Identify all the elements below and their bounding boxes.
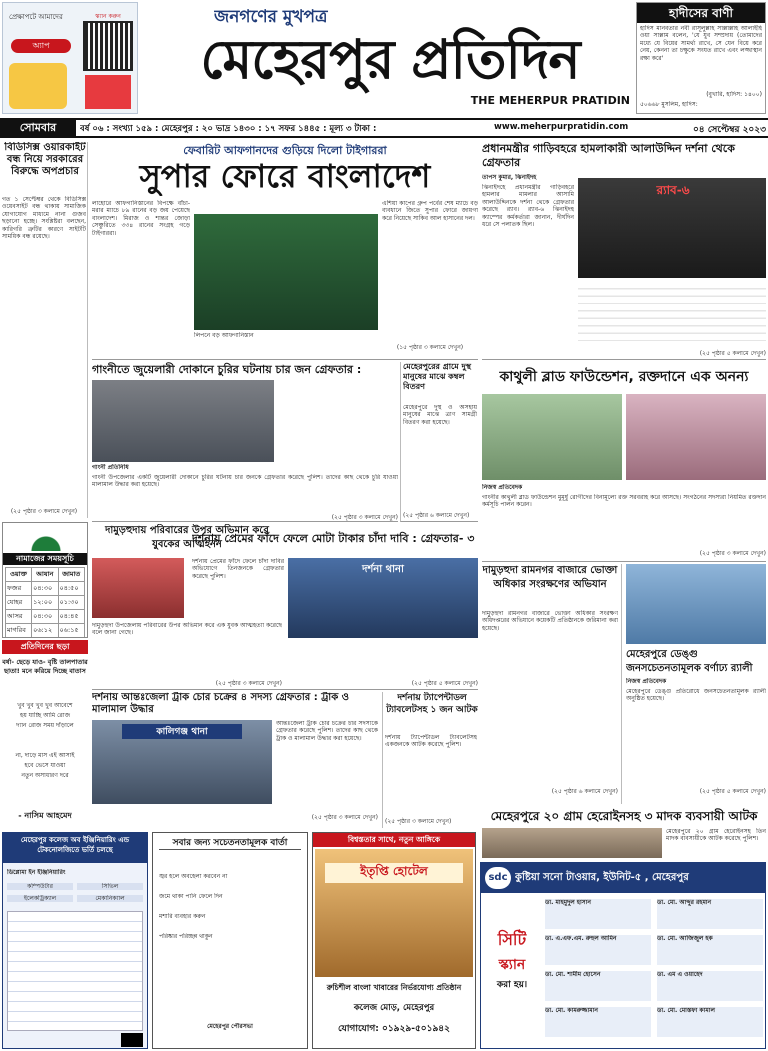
prayer-jamat: ০৬:১৫ xyxy=(58,624,84,638)
prayer-row xyxy=(6,638,85,639)
story-pm-headline[interactable]: প্রধানমন্ত্রীর গাড়িবহরে হামলাকারী আলাউদ্দিন দর্শনা থেকে গ্রেফতার xyxy=(482,142,735,169)
ad1-line-1: ডিপ্লোমা ইন ইঞ্জিনিয়ারিং xyxy=(7,869,66,876)
story-cricket-body1: লাহোরে আফগানিস্তানের বিপক্ষে বাঁচা-মরার ম্যাচে ৮৯ রানের বড় জয় পেয়েছে বাংলাদেশ। মিরাজ ও শান্তর জোড়া সেঞ্চুরিতে ৩৩৪ রানের সংগ্রহ গড়ে টাইগাররা। xyxy=(92,200,190,237)
poem-title: বর্ষা- ছেড়ে যাও- বৃষ্টি তালপাতার ছাতা! মনে করিয়ে দিচ্ছে বাতাস xyxy=(2,658,88,675)
ad4-title: কুষ্টিয়া সনো টাওয়ার, ইউনিট-৫ , মেহেরপুর xyxy=(515,872,689,883)
ad3-line2: কলেজ মোড়, মেহেরপুর xyxy=(353,1003,435,1013)
story-bdsix-cont[interactable]: (২৫ পৃষ্ঠার ৩ কলামে দেখুন) xyxy=(10,508,78,515)
newspaper-title-en: THE MEHERPUR PRATIDIN xyxy=(470,94,630,107)
hadith-source: (বুখারি, হাদিস: ১৪০০) xyxy=(706,91,762,98)
ad1-qr-icon xyxy=(121,1033,143,1047)
darshana-banner: দর্শনা থানা xyxy=(362,564,404,575)
story-consumer-body: দামুড়হুদা রামনগর বাজারে ভোক্তা অধিকার সংরক্ষণ অধিদপ্তরের অভিযানে কয়েকটি প্রতিষ্ঠানকে জরিমানা করা হয়েছে। xyxy=(482,610,618,632)
ad-awareness xyxy=(152,832,308,1049)
story-pm-motorcade xyxy=(482,142,766,360)
prayer-col-azan: আযান xyxy=(32,568,58,582)
story-extortion xyxy=(192,524,478,690)
story-tapentadol-headline[interactable]: দর্শনায় ট্যাপেন্টাডল ট্যাবলেটসহ ১ জন আটক xyxy=(386,693,478,715)
prayer-table xyxy=(5,567,85,638)
cricket-photo[interactable] xyxy=(194,214,378,330)
prayer-name: যোহর xyxy=(6,596,32,610)
poem-line-6: নতুন অসাধারণ দরে xyxy=(21,772,69,779)
cricket-caption: লিপনে বড় আফগানিস্তান xyxy=(194,332,254,339)
prayer-col-waqt: ওয়াক্ত xyxy=(6,568,32,582)
story-dengue xyxy=(626,564,766,804)
ad1-title: মেহেরপুর কলেজ অব ইঞ্জিনিয়ারিং এন্ড টেকনোলজিতে ভর্তি চলছে xyxy=(3,833,147,863)
ad1-line-5: মেকানিক্যাল xyxy=(77,895,143,902)
story-dengue-byline: নিজস্ব প্রতিবেদক xyxy=(626,678,667,685)
story-blood-headline[interactable]: কাথুলী ব্লাড ফাউন্ডেশন, রক্তদানে এক অনন্য xyxy=(499,369,749,385)
prayer-row xyxy=(6,624,85,638)
rab-photo[interactable] xyxy=(578,178,766,278)
date-label: ০৪ সেপ্টেম্বর ২০২৩ xyxy=(692,125,766,135)
ad2-line-2: জমে থাকা পানি ফেলে দিন xyxy=(159,893,223,900)
story-heroin-headline[interactable]: মেহেরপুরে ২০ গ্রাম হেরোইনসহ ৩ মাদক ব্যবসায়ী আটক xyxy=(490,809,758,823)
story-cricket xyxy=(92,142,478,360)
story-relief-body: মেহেরপুরে দুস্থ ও অসহায় মানুষের মাঝে ত্রাণ সামগ্রী বিতরণ করা হয়েছে। xyxy=(403,404,477,426)
poem-line-4: না, দাড়ে মাস এই আসাই xyxy=(15,752,75,759)
ad4-doctor-6: ডা. এম এ ওয়াহেদ xyxy=(657,971,763,1001)
mosque-icon xyxy=(21,525,71,551)
hadith-number: ৫০৬৬৮ মুসলিম, হাদিস: xyxy=(640,101,698,108)
ad4-scan3: করা হয়। xyxy=(496,980,528,990)
poem-line-2: হয় যাচ্ছি আমি রোজ xyxy=(20,712,70,719)
story-consumer xyxy=(482,564,622,804)
ad3-name: ইতৃপ্তি হোটেল xyxy=(325,863,463,883)
story-pm-cont[interactable]: (২৫ পৃষ্ঠার ৫ কলামে দেখুন) xyxy=(699,350,766,357)
prayer-azan: ০৪:৩০ xyxy=(32,610,58,624)
truck-photo[interactable] xyxy=(92,720,272,804)
ad1-line-2: কম্পিউটার xyxy=(7,883,73,890)
prayer-azan: ০৪:৩০ xyxy=(32,582,58,596)
ad2-line-4: পরিষ্কার পরিচ্ছন্ন থাকুন xyxy=(159,933,213,940)
prayer-row xyxy=(6,596,85,610)
prayer-jamat: ০৪:৫০ xyxy=(58,582,84,596)
heroin-photo[interactable] xyxy=(482,828,662,858)
blood-photo-2[interactable] xyxy=(626,394,766,480)
prayer-azan xyxy=(32,638,58,639)
prayer-col-jamat: জামাত xyxy=(58,568,84,582)
ad2-line-1: জ্বর হলে অবহেলা করবেন না xyxy=(159,873,228,880)
ad2-line-3: মশারি ব্যবহার করুন xyxy=(159,913,206,920)
sdc-logo: sdc xyxy=(485,867,511,889)
story-jewellery-body: গাংনী উপজেলার একটি জুয়েলারী দোকানে চুরির ঘটনায় চার জনকে গ্রেফতার করেছে পুলিশ। তাদের কাছ থেকে চুরি যাওয়া মালামাল উদ্ধার করা হয়েছে। xyxy=(92,474,398,489)
prayer-name: মাগরিব xyxy=(6,624,32,638)
day-label: সোমবার xyxy=(0,120,76,136)
story-consumer-headline[interactable]: দামুড়হুদা রামনগর বাজারে ভোক্তা অধিকার সংরক্ষণের অভিযান xyxy=(482,565,618,590)
truck-banner: কালিগঞ্জ থানা xyxy=(122,724,242,739)
story-jewellery-headline[interactable]: গাংনীতে জুয়েলারী দোকানে চুরির ঘটনায় চার জন গ্রেফতার : xyxy=(92,363,362,376)
story-cricket-cont[interactable]: (১৫ পৃষ্ঠার ৩ কলামে দেখুন) xyxy=(396,344,464,351)
story-heroin xyxy=(482,806,766,860)
poem-heading: প্রতিদিনের ছড়া xyxy=(2,640,88,654)
ad3-line1: রুচিশীল বাংলা খাবারের নির্ভরযোগ্য প্রতিষ্ঠান xyxy=(326,983,462,992)
prayer-row xyxy=(6,610,85,624)
ad1-line-4: ইলেকট্রিক্যাল xyxy=(7,895,73,902)
story-pm-dateline: তাপস কুমার, ঝিনাইদহ xyxy=(482,174,537,181)
story-dengue-cont[interactable]: (২৫ পৃষ্ঠার ৫ কলামে দেখুন) xyxy=(699,788,766,795)
poem-line-3: দ্যান রোজ সময় দাঁড়ালে xyxy=(16,722,74,729)
story-consumer-cont[interactable]: (২৫ পৃষ্ঠার ৬ কলামে দেখুন) xyxy=(551,788,618,795)
ad-hotel[interactable] xyxy=(312,832,476,1049)
app-promo-app: অ্যাপ xyxy=(11,39,71,53)
prayer-row xyxy=(6,582,85,596)
story-cricket-headline[interactable]: সুপার ফোরে বাংলাদেশ xyxy=(139,157,431,195)
story-blood-body: গাংনীর কাথুলী ব্লাড ফাউন্ডেশন মুমূর্ষু রোগীদের বিনামূল্যে রক্ত সরবরাহ করে আসছে। সংগঠনের সদস্যরা নিয়মিত রক্তদান কর্মসূচি পালন করেন। xyxy=(482,494,766,509)
prayer-jamat: ০১:৩০ xyxy=(58,596,84,610)
story-relief-headline[interactable]: মেহেরপুরের গ্রামে দুস্থ মানুষের মাঝে কম্বল বিতরণ xyxy=(403,362,471,391)
story-blood-cont[interactable]: (২৫ পৃষ্ঠার ৩ কলামে দেখুন) xyxy=(699,550,766,557)
ad4-scan-block xyxy=(483,897,541,1047)
story-cricket-kicker: ফেবারিট আফগানদের গুড়িয়ে দিলো টাইগাররা xyxy=(183,144,387,157)
story-dengue-headline[interactable]: মেহেরপুরে ডেঙ্গু জনসচেতনতামূলক বর্ণাঢ্য র‍্যালী xyxy=(626,649,753,674)
story-truck-cont[interactable]: (২৫ পৃষ্ঠার ৩ কলামে দেখুন) xyxy=(311,814,378,821)
ad4-doctor-8: ডা. মো. মোস্তফা কামাল xyxy=(657,1007,763,1037)
poem-line-5: হবে ভেসে যাওয়া xyxy=(24,762,66,769)
prayer-name: আসর xyxy=(6,610,32,624)
poem-author: - নাসিম আহমেদ xyxy=(18,811,72,820)
masthead xyxy=(0,0,768,118)
prayer-times xyxy=(2,522,88,638)
story-tapentadol-cont[interactable]: (২৫ পৃষ্ঠার ৩ কলামে দেখুন) xyxy=(385,818,452,825)
prayer-name: ফজর xyxy=(6,582,32,596)
story-suicide-cont[interactable]: (২৫ পৃষ্ঠার ৩ কলামে দেখুন) xyxy=(215,680,282,687)
ad4-scan2: স্ক্যান xyxy=(498,957,526,973)
hadith-heading: হাদীসের বাণী xyxy=(637,3,765,23)
story-suicide-body: দামুড়হুদা উপজেলায় পরিবারের উপর অভিমান করে এক যুবক আত্মহত্যা করেছে বলে জানা গেছে। xyxy=(92,622,282,637)
story-pm-body2 xyxy=(578,282,766,346)
ad4-scan1: সিটি xyxy=(497,930,527,949)
story-bdsix-headline[interactable]: বিডিসিক্স ওয়ারকাইট বন্ধ নিয়ে সরকারের বিরুদ্ধে অপপ্রচার xyxy=(4,142,86,177)
story-pm-body: ঝিনাইদহে প্রধানমন্ত্রীর গাড়িবহরে হামলার মামলার আসামি আলাউদ্দিনকে দর্শনা থেকে গ্রেফতার করেছে র‍্যাব। র‍্যাব-৬ ঝিনাইদহ ক্যাম্পের কর্মকর্তারা জানান, দীর্ঘদিন ধরে সে পলাতক ছিল। xyxy=(482,184,574,229)
rab-banner: র‍্যাব-৬ xyxy=(656,183,690,197)
ad4-doctor-2: ডা. মো. আব্দুর রহমান xyxy=(657,899,763,929)
story-jewellery-cont[interactable]: (২৫ পৃষ্ঠার ৩ কলামে দেখুন) xyxy=(331,514,398,521)
poem-box xyxy=(2,640,88,828)
suicide-photo[interactable] xyxy=(92,558,184,618)
dengue-photo[interactable] xyxy=(626,564,766,644)
promo-red-block xyxy=(85,75,131,109)
ad3-banner: বিশ্বস্ততার সাথে, নতুন আঙ্গিকে xyxy=(313,833,475,847)
story-dengue-body: মেহেরপুরে ডেঙ্গু প্রতিরোধে জনসচেতনতামূলক র‍্যালী অনুষ্ঠিত হয়েছে। xyxy=(626,688,766,703)
story-bdsix-body: গত ১ সেপ্টেম্বর থেকে বিডিসিক্স ওয়েবসাইট বন্ধ থাকায় সামাজিক যোগাযোগ মাধ্যমে নানা গুজব ছড়ানো হচ্ছে। সংশ্লিষ্টরা বলছেন, কারিগরি ত্রুটির কারণে সাইটটি সাময়িক বন্ধ রয়েছে। xyxy=(2,196,86,241)
story-tapentadol-body: দর্শনায় ট্যাপেন্টাডল ট্যাবলেটসহ একজনকে আটক করেছে পুলিশ। xyxy=(385,734,477,749)
story-blood-byline: নিজস্ব প্রতিবেদক xyxy=(482,484,523,491)
hadith-body: হাদিস মানবতার নবী রাসূলুল্লাহ সাল্লাল্লাহ আলাইহি ওয়া সাল্লাম বলেন, 'যে যুব সম্প্রদায় (তোমাদের মধ্যে যে বিয়ের সামর্থ্য রাখে, সে যেন বিয়ে করে নেয়, কেননা তা চক্ষুকে সংযত রাখে এবং লজ্জাস্থান রক্ষা করে' xyxy=(640,25,762,62)
jewellery-photo[interactable] xyxy=(92,380,274,462)
prayer-azan: ১২:০০ xyxy=(32,596,58,610)
story-blood xyxy=(482,362,766,562)
story-truck xyxy=(92,692,378,828)
story-extortion-body: দর্শনায় প্রেমের ফাঁদে ফেলে চাঁদা দাবির অভিযোগে তিনজনকে গ্রেফতার করেছে পুলিশ। xyxy=(192,558,284,580)
story-relief-cont[interactable]: (২৫ পৃষ্ঠার ৬ কলামে দেখুন) xyxy=(403,512,470,519)
story-truck-headline[interactable]: দর্শনায় আন্তঃজেলা ট্রাক চোর চক্রের ৪ সদস্য গ্রেফতার : ট্রাক ও মালামাল উদ্ধার xyxy=(92,692,350,715)
phone-illustration xyxy=(9,63,67,109)
ad4-doctor-1: ডা. মাহমুদুল হাসান xyxy=(545,899,651,929)
jewellery-caption: গাংনী প্রতিনিধি xyxy=(92,464,129,471)
ad4-header xyxy=(481,863,765,893)
qr-code-icon[interactable] xyxy=(85,23,131,69)
hadith-box xyxy=(636,2,766,114)
ad4-doctor-4: ডা. মো. আজিজুল হক xyxy=(657,935,763,965)
app-promo-text: প্রেক্ষাপটে আমাদের xyxy=(9,13,63,21)
story-cricket-body2: এশিয়া কাপের গ্রুপ পর্বের শেষ ম্যাচে বড় ব্যবধানে জিতে সুপার ফোরে জায়গা করে নিয়েছে সাকিব আল হাসানের দল। xyxy=(382,200,478,222)
ad-sdc[interactable] xyxy=(480,862,766,1049)
story-extortion-cont[interactable]: (২৫ পৃষ্ঠার ৫ কলামে দেখুন) xyxy=(411,680,478,687)
newspaper-title: মেহেরপুর প্রতিদিন xyxy=(200,28,580,91)
ad2-rule xyxy=(159,849,301,850)
story-jewellery xyxy=(92,362,398,522)
ad4-doctor-3: ডা. এ.এফ.এম. রুহুল আমিন xyxy=(545,935,651,965)
prayer-jamat xyxy=(58,638,84,639)
poem-line-1: খুব খুব খুব খুব আবেশে xyxy=(17,702,73,709)
prayer-jamat: ০৪:৪৫ xyxy=(58,610,84,624)
story-heroin-body: মেহেরপুরে ২০ গ্রাম হেরোইনসহ তিন মাদক ব্যবসায়ীকে আটক করেছে পুলিশ। xyxy=(666,828,766,843)
issue-info: বর্ষ ০৬ : সংখ্যা ১৫৯ : মেহেরপুর : ২০ ভাদ্র ১৪৩০ : ১৭ সফর ১৪৪৫ : মূল্য ৩ টাকা : xyxy=(80,124,377,134)
hotel-photo xyxy=(315,849,473,977)
ad1-line-3: সিভিল xyxy=(77,883,143,890)
blood-photo-1[interactable] xyxy=(482,394,622,480)
ad1-table xyxy=(7,911,143,1031)
story-extortion-headline[interactable]: দর্শনায় প্রেমের ফাঁদে ফেলে মোটা টাকার চাঁদা দাবি : গ্রেফতার- ৩ xyxy=(192,532,475,545)
ad2-heading: সবার জন্য সচেতনতামূলক বার্তা xyxy=(172,838,288,848)
website[interactable]: www.meherpurpratidin.com xyxy=(494,122,629,132)
story-relief xyxy=(400,362,478,522)
story-truck-body: আন্তঃজেলা ট্রাক চোর চক্রের চার সদস্যকে গ্রেফতার করেছে পুলিশ। তাদের কাছ থেকে ট্রাক ও মালামাল উদ্ধার করা হয়েছে। xyxy=(276,720,378,742)
story-tapentadol xyxy=(382,692,478,828)
ad-engineering-college[interactable] xyxy=(2,832,148,1049)
darshana-photo[interactable] xyxy=(288,558,478,638)
ad4-doctor-7: ডা. মো. কামরুজ্জামান xyxy=(545,1007,651,1037)
tagline: জনগণের মুখপত্র xyxy=(214,7,328,27)
story-bdsix xyxy=(2,142,88,518)
ad3-phone[interactable]: যোগাযোগ: ০১৯২৯-৫০১৯৪২ xyxy=(337,1024,451,1034)
prayer-azan: ০৬:১২ xyxy=(32,624,58,638)
ad2-footer: মেহেরপুর পৌরসভা xyxy=(207,1023,253,1030)
prayer-heading: নামাজের সময়সূচি xyxy=(3,553,87,565)
dateline-bar xyxy=(0,118,768,138)
qr-label: স্ক্যান করুন xyxy=(95,13,121,20)
ad4-doctor-5: ডা. মো. শামীম হোসেন xyxy=(545,971,651,1001)
prayer-name xyxy=(6,638,32,639)
story-suicide-headline[interactable]: দামুড়হুদায় পরিবারের উপর অভিমান করে যুবকের আত্মহনন xyxy=(105,525,269,550)
app-promo[interactable] xyxy=(2,2,138,114)
